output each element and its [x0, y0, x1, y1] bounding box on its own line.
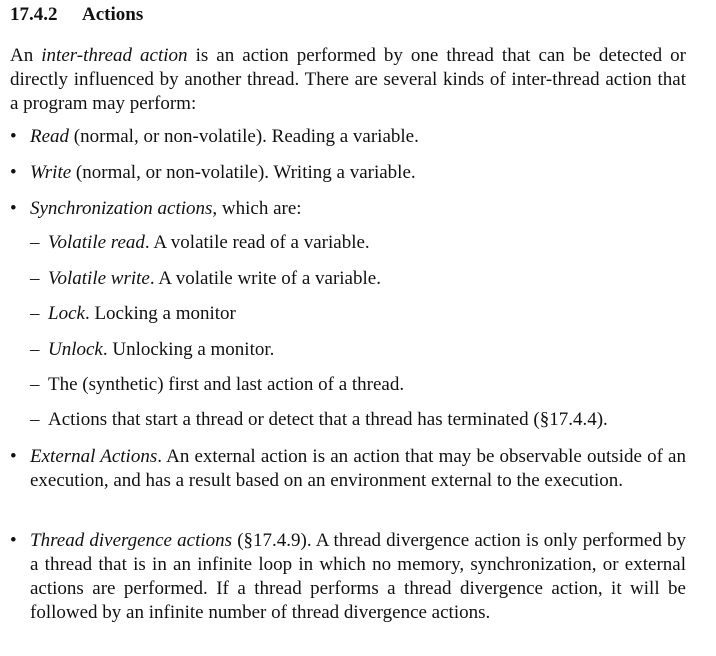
dash-marker: –	[30, 409, 40, 430]
intro-rest: is an action performed by one thread that can be detected or directly influenced by another thread. There are several kinds of inter-thread action that a program may perform:	[10, 45, 686, 114]
bullet-read-term: Read	[30, 126, 70, 147]
sub-synthetic-desc: The (synthetic) first and last action of a thread.	[48, 374, 405, 395]
bullet-external-text	[30, 445, 686, 493]
dash-marker: –	[30, 303, 40, 324]
sub-item-synthetic	[30, 373, 404, 397]
sub-item-unlock	[30, 338, 274, 362]
bullet-read-desc: (normal, or non-volatile). Reading a variable.	[69, 126, 419, 147]
sub-item-start-detect	[30, 408, 608, 432]
dash-marker: –	[30, 268, 40, 289]
bullet-marker: •	[10, 446, 17, 467]
bullet-read-text	[30, 125, 686, 149]
bullet-write-term: Write	[30, 162, 72, 183]
bullet-marker: •	[10, 198, 17, 219]
bullet-sync-desc: , which are:	[212, 198, 302, 219]
sub-unlock-desc: . Unlocking a monitor.	[102, 339, 275, 360]
sub-lock-term: Lock	[48, 303, 85, 324]
dash-marker: –	[30, 232, 40, 253]
bullet-divergence-text	[30, 529, 686, 625]
intro-term: inter-thread action	[41, 45, 188, 66]
bullet-marker: •	[10, 126, 17, 147]
bullet-write-desc: (normal, or non-volatile). Writing a variable.	[71, 162, 416, 183]
bullet-divergence-desc: (§17.4.9). A thread divergence action is only performed by a thread that is in an infinite loop in which no memory, synchronization, or external actions are performed. If a thread performs a thread divergence action, it will be followed by an infinite number of thread divergence actions.	[30, 530, 686, 623]
bullet-divergence-term: Thread divergence actions	[30, 530, 233, 551]
section-title: Actions	[82, 4, 144, 25]
section-number: 17.4.2	[10, 4, 58, 25]
sub-unlock-term: Unlock	[48, 339, 103, 360]
sub-volatile-write-term: Volatile write	[48, 268, 150, 289]
intro-paragraph	[10, 44, 686, 116]
sub-volatile-read-desc: . A volatile read of a variable.	[144, 232, 370, 253]
bullet-write-text	[30, 161, 686, 185]
dash-marker: –	[30, 374, 40, 395]
dash-marker: –	[30, 339, 40, 360]
bullet-sync-term: Synchronization actions	[30, 198, 213, 219]
intro-prefix: An	[10, 45, 42, 66]
bullet-external-term: External Actions	[30, 446, 158, 467]
sub-item-volatile-write	[30, 267, 381, 291]
bullet-marker: •	[10, 530, 17, 551]
bullet-external-desc: . An external action is an action that may be observable outside of an execution, and has a result based on an environment external to the execution.	[30, 446, 686, 491]
section-heading	[10, 4, 143, 26]
bullet-marker: •	[10, 162, 17, 183]
sub-volatile-write-desc: . A volatile write of a variable.	[149, 268, 381, 289]
sub-item-volatile-read	[30, 231, 370, 255]
sub-start-detect-desc: Actions that start a thread or detect that a thread has terminated (§17.4.4).	[48, 409, 608, 430]
bullet-sync-text	[30, 197, 686, 221]
sub-item-lock	[30, 302, 236, 326]
sub-volatile-read-term: Volatile read	[48, 232, 145, 253]
sub-lock-desc: . Locking a monitor	[84, 303, 236, 324]
